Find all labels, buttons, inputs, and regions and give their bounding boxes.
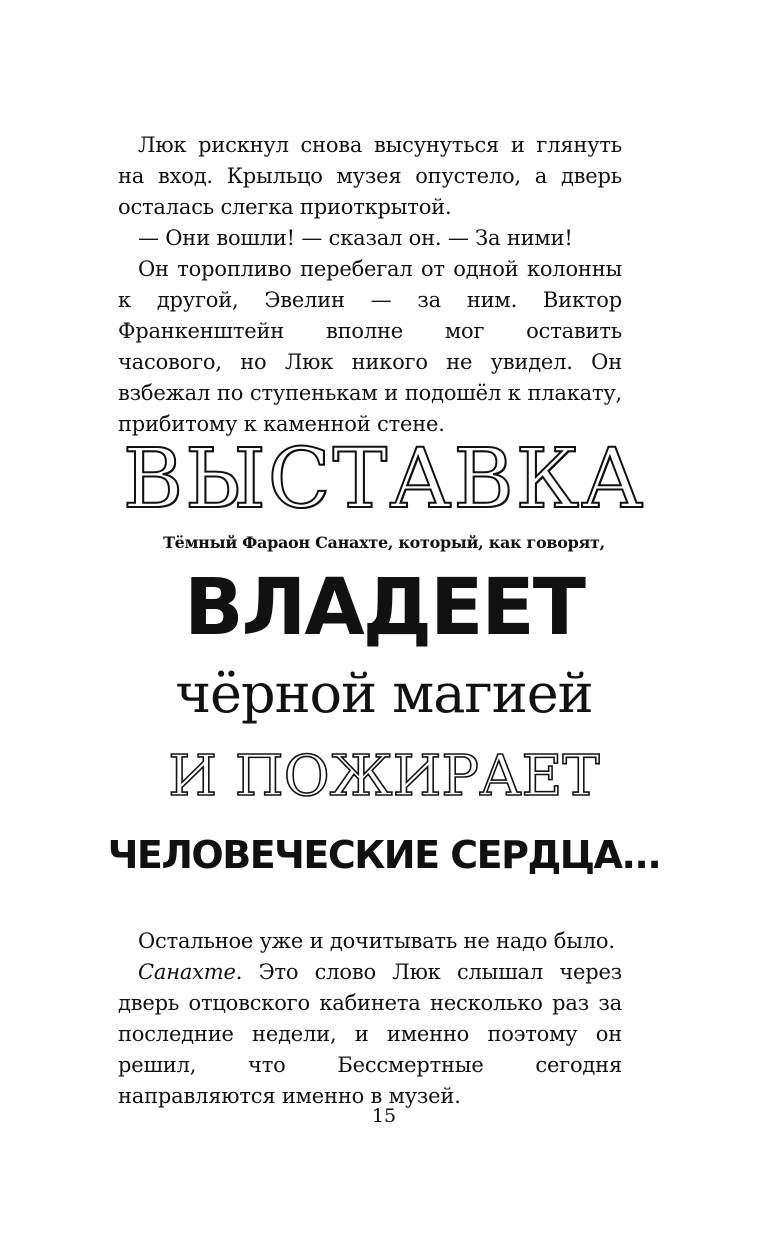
poster-line-black-magic: чёрной магией (175, 662, 593, 725)
bottom-text-block (118, 926, 622, 1112)
sanakhte-word: Санахте. (138, 960, 243, 984)
top-text-block (118, 130, 622, 440)
poster-line-devours: И ПОЖИРАЕТ (168, 744, 600, 809)
paragraph-they-entered: — Они вошли! — сказал он. — За ними! (138, 226, 573, 250)
page-number: 15 (371, 1105, 397, 1127)
paragraph-look-entrance: Люк рискнул снова высунуться и глянуть на вход. Крыльцо музея опустело, а дверь осталась слегка приоткрытой. (118, 133, 622, 219)
poster-title: ВЫСТАВКА (122, 432, 646, 527)
poster-line-owns: ВЛАДЕЕТ (184, 563, 584, 653)
sanakhte-paragraph-rest: Это слово Люк слышал через дверь отцовского кабинета несколько раз за последние недели, и именно поэтому он решил, что Бессмертные сегодня направляются именно в музей. (118, 960, 622, 1108)
poster-line-hearts: ЧЕЛОВЕЧЕСКИЕ СЕРДЦА... (107, 833, 661, 877)
paragraph-sanakhte (118, 957, 622, 1112)
poster-subtitle: Тёмный Фараон Санахте, который, как говорят, (163, 533, 605, 552)
paragraph-rest-unneeded: Остальное уже и дочитывать не надо было. (138, 929, 615, 953)
paragraph-columns: Он торопливо перебегал от одной колонны к другой, Эвелин — за ним. Виктор Франкенштейн вполне мог оставить часового, но Люк никого не увидел. Он взбежал по ступенькам и подошёл к плакату, прибитому к каменной стене. (118, 257, 622, 436)
